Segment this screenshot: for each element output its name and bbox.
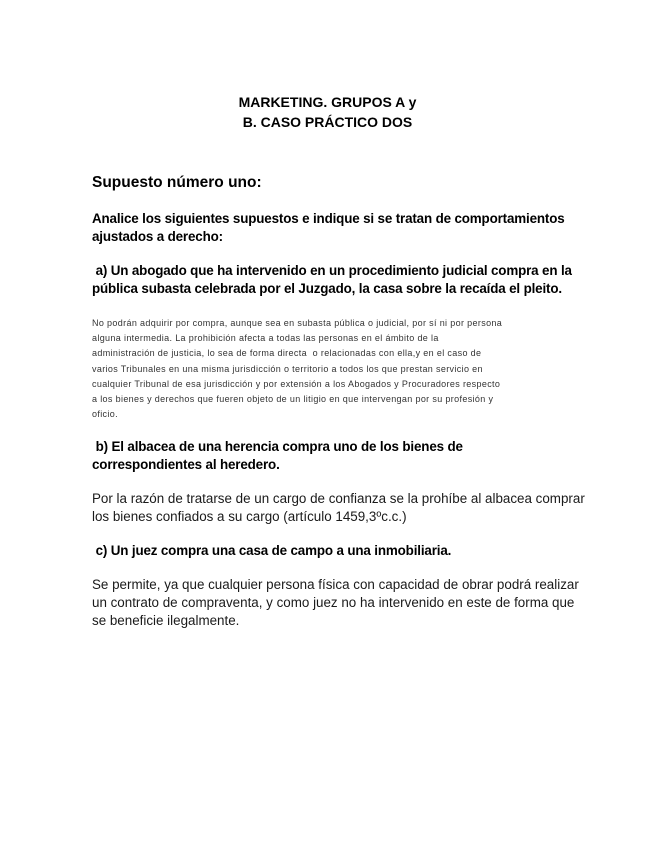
case-b-question-line-2: correspondientes al heredero.	[92, 457, 280, 472]
case-c-answer	[92, 576, 579, 630]
case-c-answer-line-3: se beneficie ilegalmente.	[92, 613, 240, 628]
title-line-2: B. CASO PRÁCTICO DOS	[242, 114, 413, 130]
case-c-answer-line-1: Se permite, ya que cualquier persona física con capacidad de obrar podrá realizar	[92, 577, 579, 592]
case-a-answer-line-5: cualquier Tribunal de esa jurisdicción y por extensión a los Abogados y Procuradores respecto	[92, 378, 501, 389]
case-c-question	[92, 542, 572, 560]
case-b-answer-line-2: los bienes confiados a su cargo (artículo 1459,3ºc.c.)	[92, 509, 407, 524]
section-heading: Supuesto número uno:	[92, 174, 262, 191]
case-c-answer-line-2: un contrato de compraventa, y como juez no ha intervenido en este de forma que	[92, 595, 575, 610]
case-a-answer-line-7: oficio.	[92, 409, 118, 420]
case-b-question-line-1: b) El albacea de una herencia compra uno de los bienes de	[92, 439, 463, 454]
instruction-paragraph	[92, 210, 572, 246]
case-a-answer-line-1: No podrán adquirir por compra, aunque sea en subasta pública o judicial, por sí ni por persona	[92, 318, 503, 328]
case-a-answer-line-6: a los bienes y derechos que fueren objeto de un litigio en que intervengan por su profesión y	[92, 394, 494, 405]
case-b-answer	[92, 490, 585, 526]
case-a-answer-line-2: alguna intermedia. La prohibición afecta a todas las personas en el ámbito de la	[92, 333, 439, 344]
instruction-line-2: ajustados a derecho:	[92, 229, 223, 244]
case-b-answer-line-1: Por la razón de tratarse de un cargo de confianza se la prohíbe al albacea comprar	[92, 491, 585, 506]
case-a-answer	[92, 316, 572, 422]
instruction-line-1: Analice los siguientes supuestos e indique si se tratan de comportamientos	[92, 211, 565, 226]
case-b-question	[92, 438, 572, 474]
case-c-question-line-1: c) Un juez compra una casa de campo a una inmobiliaria.	[92, 543, 452, 558]
case-a-question	[92, 262, 572, 298]
case-a-answer-line-4: varios Tribunales en una misma jurisdicción o territorio a todos los que prestan servicio en	[92, 363, 483, 374]
case-a-question-line-1: a) Un abogado que ha intervenido en un procedimiento judicial compra en la	[92, 263, 572, 278]
document-title	[0, 92, 655, 132]
case-a-question-line-2: pública subasta celebrada por el Juzgado, la casa sobre la recaída el pleito.	[92, 281, 562, 296]
title-line-1: MARKETING. GRUPOS A y	[238, 94, 417, 110]
case-a-answer-line-3: administración de justicia, lo sea de forma directa o relacionadas con ella,y en el caso de	[92, 348, 482, 359]
